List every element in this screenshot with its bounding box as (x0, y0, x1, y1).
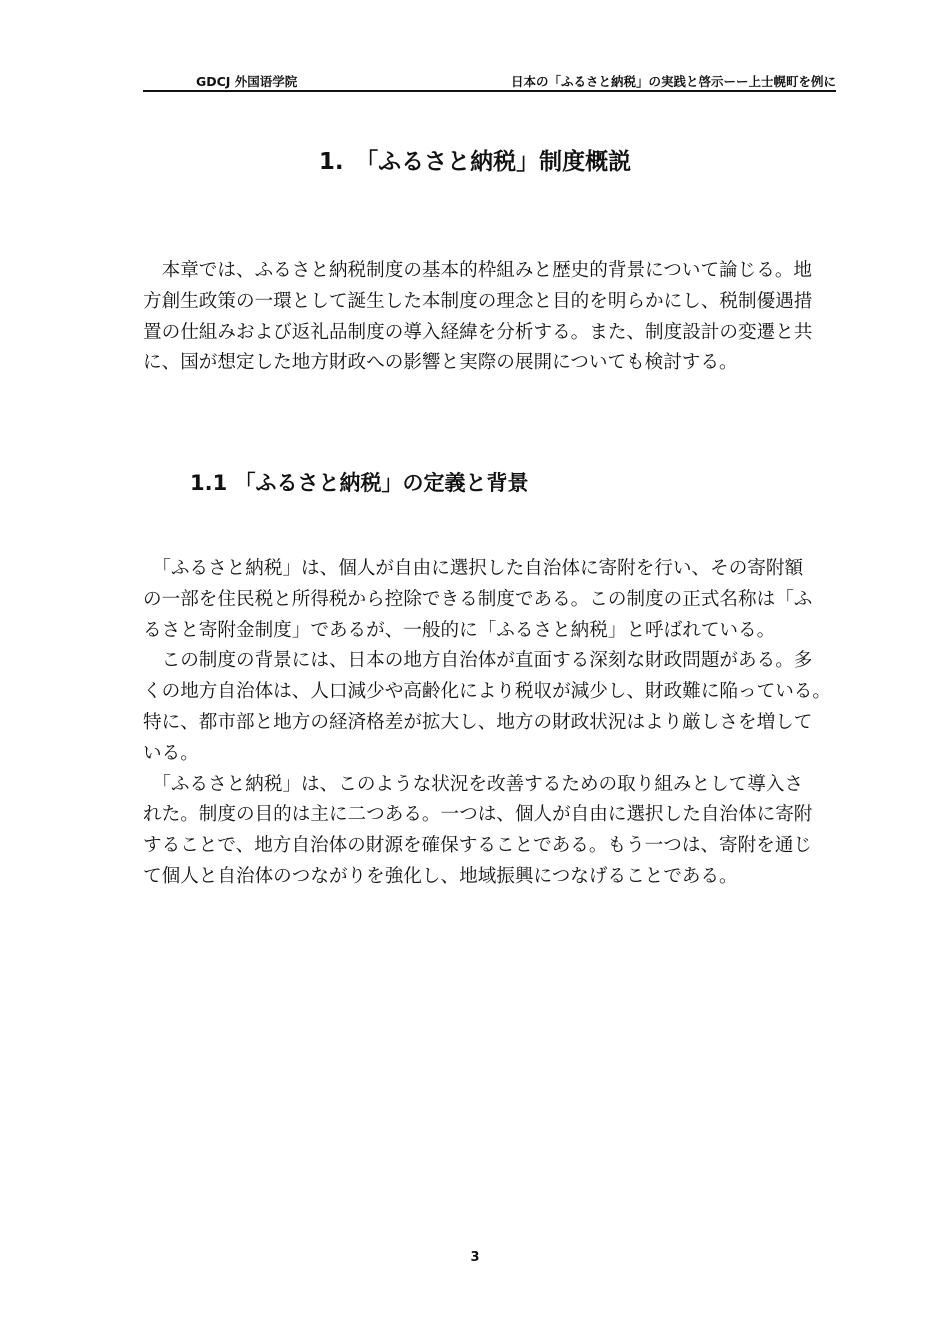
text-line: 「ふるさと納税」は、このような状況を改善するための取り組みとして導入さ (143, 773, 804, 795)
header-paper-title: 日本の「ふるさと納税」の実践と啓示ーー上士幌町を例に (510, 74, 836, 89)
text-line: 「ふるさと納税」は、個人が自由に選択した自治体に寄附を行い、その寄附額 (143, 558, 804, 579)
text-line: 特に、都市部と地方の経済格差が拡大し、地方の財政状況はより厳しさを増して (143, 711, 813, 733)
header-rule (143, 90, 836, 92)
text-line: 方創生政策の一環として誕生した本制度の理念と目的を明らかにし、税制優遇措 (143, 290, 813, 312)
header-institution: GDCJ 外国语学院 (196, 74, 298, 89)
page-number: 3 (470, 1250, 480, 1265)
intro-paragraph (143, 256, 843, 379)
text-line: いる。 (143, 742, 199, 764)
text-line: れた。制度の目的は主に二つある。一つは、個人が自由に選択した自治体に寄附 (143, 804, 813, 826)
text-line: に、国が想定した地方財政への影響と実際の展開についても検討する。 (143, 352, 738, 374)
text-line: この制度の背景には、日本の地方自治体が直面する深刻な財政問題がある。多 (143, 650, 813, 672)
section-body (143, 554, 843, 893)
chapter-title: 1. 「ふるさと納税」制度概説 (318, 149, 632, 175)
text-line: るさと寄附金制度」であるが、一般的に「ふるさと納税」と呼ばれている。 (143, 619, 776, 641)
text-line: の一部を住民税と所得税から控除できる制度である。この制度の正式名称は「ふ (143, 588, 813, 610)
section-title: 1.1 「ふるさと納税」の定義と背景 (190, 471, 529, 495)
text-line: 置の仕組みおよび返礼品制度の導入経緯を分析する。また、制度設計の変遷と共 (143, 321, 813, 343)
text-line: 本章では、ふるさと納税制度の基本的枠組みと歴史的背景について論じる。地 (143, 260, 813, 281)
text-line: くの地方自治体は、人口減少や高齢化により税収が減少し、財政難に陥っている。 (143, 681, 831, 703)
text-line: て個人と自治体のつながりを強化し、地域振興につなげることである。 (143, 865, 738, 887)
text-line: することで、地方自治体の財源を確保することである。もう一つは、寄附を通じ (143, 835, 813, 857)
